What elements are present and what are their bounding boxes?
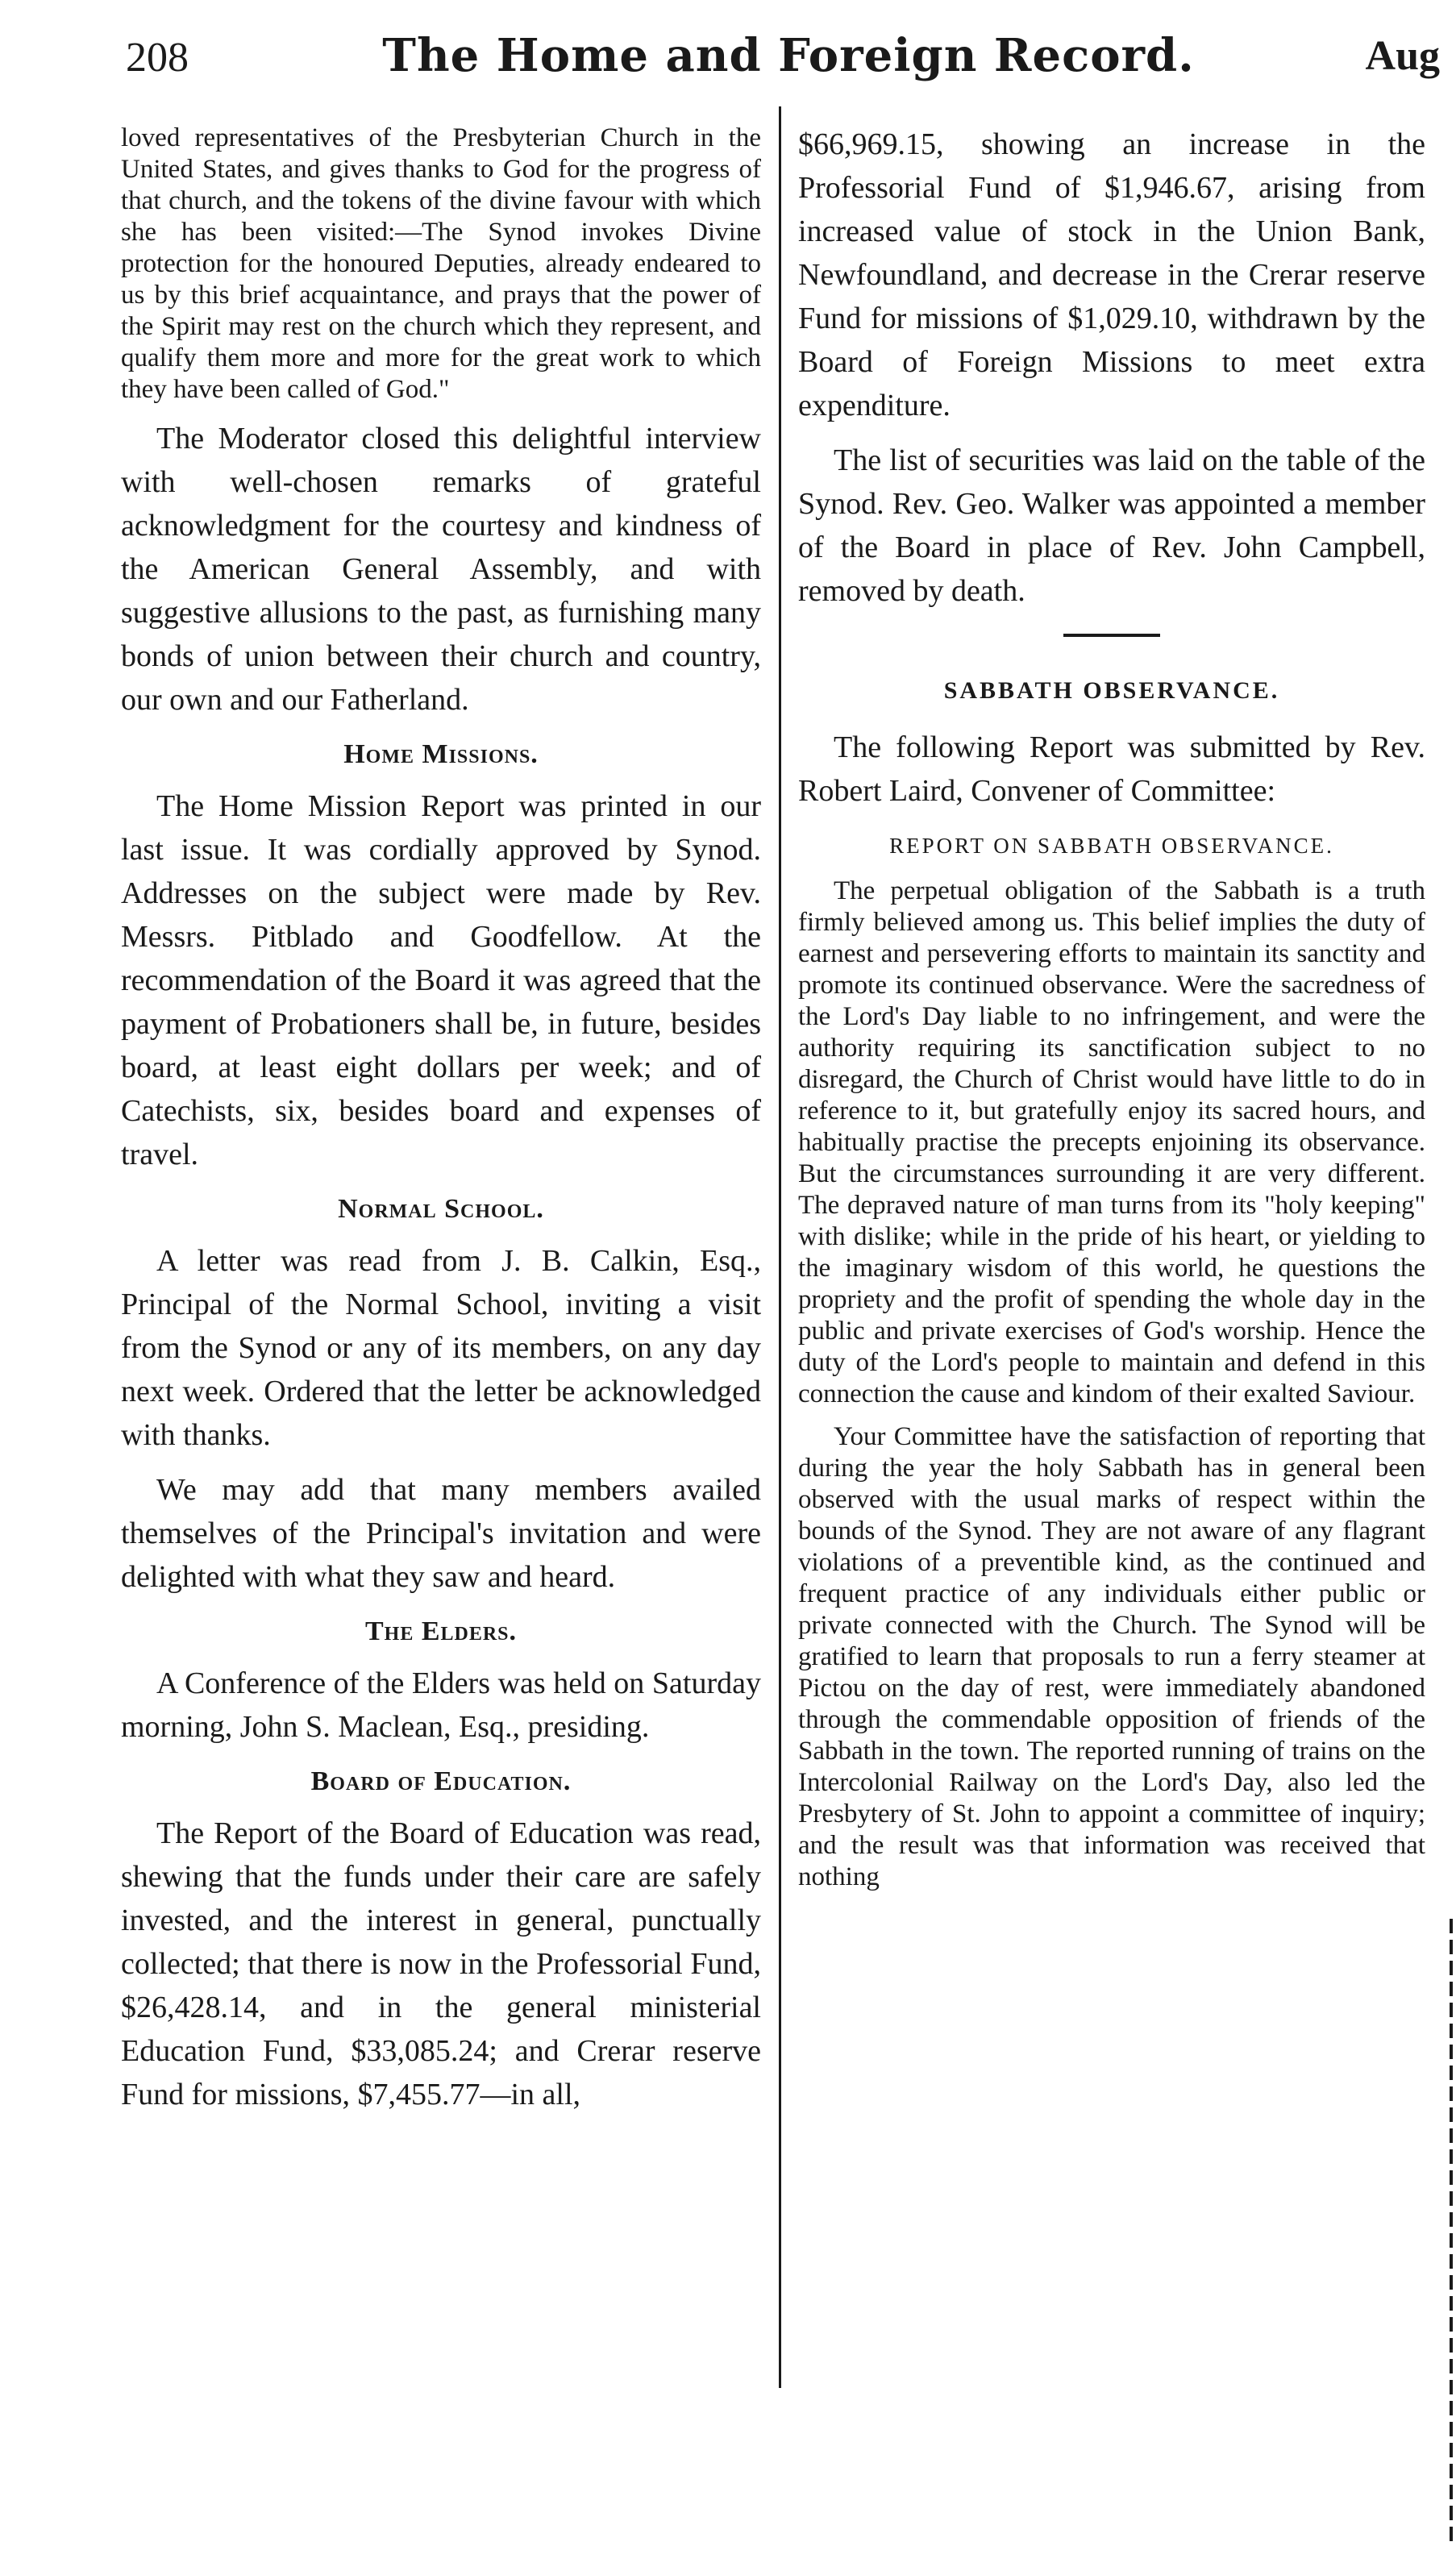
paragraph-report-intro: The following Report was submitted by Rev. Robert Laird, Convener of Committee:	[798, 730, 1425, 808]
right-column	[798, 123, 1425, 1904]
heading-sabbath-observance: SABBATH OBSERVANCE.	[943, 677, 1280, 704]
page-header	[121, 29, 1456, 94]
left-column	[121, 123, 761, 2128]
paragraph-principal-invitation: We may add that many members availed themselves of the Principal's invitation and were delighted with what they saw and heard.	[121, 1473, 761, 1594]
paragraph-sabbath-obligation: The perpetual obligation of the Sabbath is a truth firmly believed among us. This belief implies the duty of earnest and persevering efforts to maintain its sanctity and promote its continued observance. Were the sacredness of the Lord's Day liable to no infringement, and were the authority requiring its sanctification subject to no disregard, the Church of Christ would have little to do in reference to it, but gratefully enjoy its sacred hours, and habitually practise the precepts enjoining its observance. But the circumstances surrounding it are very different. The depraved nature of man turns from its "holy keeping" with dislike; while in the pride of his heart, or yielding to the imaginary wisdom of this world, he questions the propriety and the profit of spending the whole day in the public and private exercises of God's worship. Hence the duty of the Lord's people to maintain and defend in this connection the cause and kindom of their exalted Saviour.	[798, 876, 1425, 1408]
section-rule	[1063, 634, 1160, 637]
paragraph-board-of-education: The Report of the Board of Education was read, shewing that the funds under their care are safely invested, and the interest in general, punctually collected; that there is now in the Professorial Fund, $26,428.14, and in the general ministerial Education Fund, $33,085.24; and Crerar reserve Fund for missions, $7,455.77—in all,	[121, 1816, 761, 2111]
paragraph-securities: The list of securities was laid on the table of the Synod. Rev. Geo. Walker was appointed a member of the Board in place of Rev. John Campbell, removed by death.	[798, 443, 1425, 608]
paragraph-moderator: The Moderator closed this delightful interview with well-chosen remarks of grateful acknowledgment for the courtesy and kindness of the American General Assembly, and with suggestive allusions to the past, as furnishing many bonds of union between their church and country, our own and our Fatherland.	[121, 422, 761, 717]
column-divider	[779, 106, 781, 2388]
page-number: 208	[126, 35, 189, 81]
running-month: Aug	[1365, 33, 1440, 79]
paragraph-fund-totals: $66,969.15, showing an increase in the Professorial Fund of $1,946.67, arising from increased value of stock in the Union Bank, Newfoundland, and decrease in the Crerar reserve Fund for missions of $1,029.10, withdrawn by the Board of Foreign Missions to meet extra expenditure.	[798, 127, 1425, 422]
heading-board-of-education: Board of Education.	[310, 1766, 572, 1796]
heading-home-missions: Home Missions.	[343, 739, 539, 769]
running-title: The Home and Foreign Record.	[382, 29, 1195, 82]
page-edge-mark	[1450, 1919, 1453, 2548]
paragraph-normal-school: A letter was read from J. B. Calkin, Esq., Principal of the Normal School, inviting a visit from the Synod or any of its members, on any day next week. Ordered that the letter be acknowledged with thanks.	[121, 1244, 761, 1452]
paragraph-home-missions: The Home Mission Report was printed in our last issue. It was cordially approved by Synod. Addresses on the subject were made by Rev. Messrs. Pitblado and Goodfellow. At the recommendation of the Board it was agreed that the payment of Probationers shall be, in future, besides board, at least eight dollars per week; and of Catechists, six, besides board and expenses of travel.	[121, 789, 761, 1171]
heading-report-on-sabbath: REPORT ON SABBATH OBSERVANCE.	[889, 834, 1334, 858]
heading-normal-school: Normal School.	[338, 1194, 544, 1224]
paragraph-elders: A Conference of the Elders was held on Saturday morning, John S. Maclean, Esq., presiding.	[121, 1666, 761, 1744]
heading-elders: The Elders.	[364, 1616, 518, 1646]
paragraph-committee-satisfaction: Your Committee have the satisfaction of reporting that during the year the holy Sabbath has in general been observed with the usual marks of respect within the bounds of the Synod. They are not aware of any flagrant violations of a preventible kind, as the continued and frequent practice of any individuals either public or private connected with the Church. The Synod will be gratified to learn that proposals to run a ferry steamer at Pictou on the day of rest, were immediately abandoned through the commendable opposition of friends of the Sabbath in the town. The reported running of trains on the Intercolonial Railway on the Lord's Day, also led the Presbytery of St. John to appoint a committee of inquiry; and the result was that information was received that nothing	[798, 1422, 1425, 1891]
paragraph-resolution-quote: loved representatives of the Presbyterian Church in the United States, and gives thanks to God for the progress of that church, and the tokens of the divine favour with which she has been visited:—The Synod invokes Divine protection for the honoured Deputies, already endeared to us by this brief acquaintance, and prays that the power of the Spirit may rest on the church which they represent, and qualify them more and more for the great work to which they have been called of God."	[121, 123, 761, 404]
